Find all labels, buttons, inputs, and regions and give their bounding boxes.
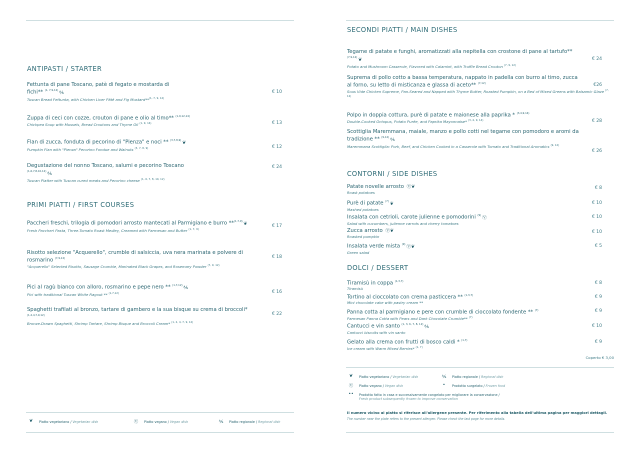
vegetarian-icon: ❦ [29,419,33,424]
menu-item: Tegame di patate e funghi, aromatizzati alla nepitella con crostone di pane al tartufo** $^{(7,9,12)}$❦ Potato and Mushroom Casserole, Flavored with Calamint, with Truffle Bread Crouton $^{(7, 9, 12)}$ € 24 [347,49,602,70]
vegan-vegetarian-icon: Ⓥ❦ [385,229,394,234]
section-title-secondi: SECONDI PIATTI / MAIN DISHES [347,26,458,34]
regional-icon: ⅍ [390,138,395,144]
item-name: Tiramisù in coppa [347,280,394,287]
menu-item: Panna cotta al parmigiano e pere con crumble di cioccolato fondente ** $^{(7)}$ Parmesan Panna Cotta with Pears and Dark Chocolate Crumble** $^{(7)}$ € 9 [347,309,602,322]
menu-item: Tiramisù in coppa $^{(1,3,7)}$ Tiramisù € 8 [347,280,602,292]
item-translation: Tuscan Bread Fettunta, with Chicken Liver Pâté and Fig Mustard** [27,98,149,103]
item-name: Suprema di pollo cotto a bassa temperatura, nappato in padella con burro al timo, zucca al forno, su letto di misticanza e glassa di aceto** [347,75,578,90]
bottom-divider [346,432,614,433]
item-price: € 8 [594,281,602,286]
regional-icon: ⅍ [424,324,429,330]
item-name: Cantucci e vin santo [347,323,400,330]
legend-frozen: • Prodotto surgelato / Frozen food [440,383,505,388]
vegetarian-icon: ❦ [389,201,394,207]
item-name: Fettunta di pane Toscano, patè di fegato e mostarda di fichi** [27,82,170,97]
item-price: € 10 [591,201,602,206]
allergen-note: Il numero vicino al piatto si riferisce all'allergene presente. Per riferimento alla tabella dell'ultima pagina per maggiori dettagli. [347,411,608,415]
item-translation: Pici with traditional Tuscan White Ragout ** [27,293,108,298]
item-name: Tortino al cioccolato con crema pasticcera ** [347,294,463,301]
item-name: Panna cotta al parmigiano e pere con crumble di cioccolato fondente ** [347,309,534,316]
menu-item: Polpo in doppia cottura, purè di patate e maionese alla paprika * $^{(3,4,9,14)}$ Double-Cooked Octopus, Potato Purée, and Paprika Mayonnaise* $^{(3, 4, 9, 14)}$ € 28 [347,112,602,125]
legend-bottom-divider [26,432,294,433]
regional-icon: ⅍ [59,91,64,97]
section-title-primi: PRIMI PIATTI / FIRST COURSES [27,201,135,209]
right-menu-page [320,0,640,452]
item-name: Zucca arrosto [347,228,383,234]
menu-item [347,184,615,196]
item-translation: Bronze-Drawn Spaghetti, Shrimp Tartare, Shrimp Bisque and Broccoli Cream* [27,322,171,327]
menu-item: Purè di patate $^{(7)}$❦ Mashed potatoes € 10 [347,200,602,213]
vegan-icon: Ⓥ [133,420,139,425]
menu-item: Degustazione del nonno Toscano, salumi e pecorino Toscano $^{(1,6,7,8,10,12)}$⅍ Tuscan Platter with Tuscan cured meats and Pecorino cheese $^{(1, 6, 7, 8, 10, 12)}$ € 24 [27,163,282,184]
legend-regional: ⅍ Piatto regionale / Regional dish [441,375,504,380]
homemade-frozen-icon: •• [348,392,354,397]
regional-icon: ⅍ [441,375,447,380]
item-translation: Cantucci biscuits with vin santo [347,331,406,336]
item-name: Degustazione del nonno Toscano, salumi e pecorino Toscano [27,163,184,169]
item-price: € 12 [271,145,282,150]
item-price: € 18 [271,255,282,260]
menu-item: Zuppa di ceci con cozze, crouton di pane e olio al timo** $^{(1,9,12,14)}$ Chickpea Soup with Mussels, Bread Croutons and Thyme Oil $^{(1, 9, 14)}$ € 13 [27,115,282,128]
item-name: Risotto selezione "Acquerello", crumble di salsiccia, uva nera marinata e polvere di rosmarino [27,250,243,265]
item-translation: Tuscan Platter with Tuscan cured meats and Pecorino cheese [27,179,140,184]
item-translation: Roast potatoes [347,191,375,196]
menu-item: Cantucci e vin santo $^{(1, 3, 6, 7, 8, 12)}$⅍ Cantucci biscuits with vin santo € 10 [347,323,602,336]
item-translation: Fresh Paccheri Pasta, Three-Tomato Roast Medley, Creamed with Parmesan and Butter [27,229,188,234]
item-translation: Ice cream with Warm Mixed Berries* [347,347,415,352]
frozen-icon: • [442,383,446,388]
item-price: € 22 [271,312,282,317]
legend-vegan: Ⓥ Piatto vegano / Vegan dish [348,384,404,389]
item-price: € 10 [591,324,602,329]
item-translation: Green salad [347,251,370,256]
menu-item: Insalata con cetrioli, carote julienne e pomodorini $^{(9)}$Ⓥ Salad with cucumbers, julienne carrots and cherry tomatoes € 10 [347,214,602,227]
legend-vegan: Ⓥ Piatto vegano / Vegan dish [133,420,189,425]
regional-icon: ⅍ [47,172,52,178]
menu-item: Suprema di pollo cotto a bassa temperatura, nappato in padella con burro al timo, zucca al forno, su letto di misticanza e glassa di aceto** $^{(7,12)}$ Sous Vide Chicken Supreme, Pan-Seared and Napped with Thyme Butter, Roasted Pumpkin, on a Bed of Mixed Greens with Balsamic Glaze $^{(7, 12)}$ €26 [347,75,609,99]
item-price: € 8 [594,186,602,191]
item-translation: Salad with cucumbers, julienne carrots and cherry tomatoes [347,222,459,227]
item-price: € 9 [594,340,602,345]
item-name: Polpo in doppia cottura, purè di patate e maionese alla paprika * [347,112,516,119]
menu-item: Pici al ragù bianco con alloro, rosmarino e pepe nero ** $^{(1,7,12)}$⅍ Pici with traditional Tuscan White Ragout ** $^{(1,7,12)}$ € 16 [27,284,282,298]
cover-charge: Coperto € 3,00 [585,355,614,360]
vegetarian-icon: ❦ [349,374,353,379]
legend-top-divider [26,412,294,413]
item-price: €26 [593,83,602,88]
item-translation: Tiramisù [347,287,363,292]
item-name: Spaghetti trafilati al bronzo, tartare di gambero e la sua bisque su crema di broccoli* [27,307,248,313]
item-name: Patate novelle arrosto [347,184,404,190]
vegetarian-icon: ❦ [243,221,248,227]
allergen-note-translation: The number near the plate refers to the present allergen. Please check the last page for more details. [347,417,506,421]
menu-item: Insalata verde mista $^{(9)}$Ⓥ❦ Green salad € 5 [347,243,602,256]
regional-icon: ⅍ [218,420,224,425]
item-translation: Double-Cooked Octopus, Potato Purée, and Paprika Mayonnaise* [347,120,467,125]
item-name: Pici al ragù bianco con alloro, rosmarino e pepe nero ** [27,284,171,291]
item-translation: Maremmana Scottiglia: Pork, Beef, and Chicken Cooked in a Casserole with Tomato and Traditional Aromatics [347,145,550,150]
menu-item: Risotto selezione "Acquerello", crumble di salsiccia, uva nera marinata e polvere di rosmarino $^{(7,9,12)}$ "Acquerello" Selected Risotto, Sausage Crumble, Marinated Black Grapes, and Rosemary Powder $^{(7, 9, 12)}$ € 18 [27,250,282,270]
item-name: Zuppa di ceci con cozze, crouton di pane e olio al timo** [27,115,174,122]
item-name: Insalata con cetrioli, carote julienne e pomodorini [347,214,476,221]
item-price: € 28 [591,119,602,124]
item-price: € 24 [591,57,602,62]
legend-vegetarian: ❦ Piatto vegetariano / Vegetarian dish [27,419,98,424]
item-translation: Pumpkin Flan with "Pienza" Pecorino Fondue and Walnuts [27,148,134,153]
vegetarian-icon: ❦ [182,140,187,146]
item-price: € 10 [591,230,602,235]
item-name: Scottiglia Maremmana, maiale, manzo e pollo cotti nel tegame con pomodoro e aromi da tradizione ** [347,129,579,144]
regional-icon: ⅍ [183,285,188,291]
item-price: € 24 [271,165,282,170]
item-translation: Mashed potatoes [347,208,379,213]
item-translation: Sous Vide Chicken Supreme, Pan-Seared and Napped with Thyme Butter, Roasted Pumpkin, on a Bed of Mixed Greens with Balsamic Glaze [347,90,604,95]
item-price: € 9 [594,295,602,300]
vegetarian-icon: ❦ [358,58,363,64]
item-translation: Parmesan Panna Cotta with Pears and Dark Chocolate Crumble** [347,317,468,322]
top-divider [26,20,294,21]
item-name: Tegame di patate e funghi, aromatizzati alla nepitella con crostone di pane al tartufo** [347,49,573,55]
section-title-antipasti: ANTIPASTI / STARTER [27,65,102,73]
top-divider [346,20,614,21]
item-price: € 16 [271,290,282,295]
item-price: € 10 [271,90,282,95]
item-price: € 13 [271,121,282,126]
vegan-vegetarian-icon: Ⓥ❦ [406,185,416,190]
item-translation: Mini chocolate cake with pastry cream ** [347,301,424,306]
allergens: (1, 7,9,12) [44,89,59,93]
item-name: Paccheri freschi, trilogia di pomodori arrosto mantecati al Parmigiano e burro ** [27,220,234,227]
item-name: Insalata verde mista [347,243,401,250]
section-title-contorni: CONTORNI / SIDE DISHES [347,170,438,178]
legend-homemade-frozen: •• Prodotto fatto in casa e successivamente congelato per migliorare la conservazione / [348,392,500,397]
menu-item: Tortino al cioccolato con crema pasticcera ** $^{(1,3,7)}$ Mini chocolate cake with pastry cream ** € 9 [347,294,602,306]
item-price: € 26 [591,149,602,154]
menu-item: Paccheri freschi, trilogia di pomodori arrosto mantecati al Parmigiano e burro **$^{(1,7,9)}$❦ Fresh Paccheri Pasta, Three-Tomato Roast Medley, Creamed with Parmesan and Butter $^{(1, 7, 9)}$ € 17 [27,220,282,234]
vegan-vegetarian-icon: Ⓥ❦ [406,244,415,250]
legend-regional: ⅍ Piatto regionale / Regional dish [218,420,281,425]
item-name: Purè di patate [347,200,384,207]
menu-item: Fettunta di pane Toscano, patè di fegato e mostarda di fichi** $^{(1, 7,9,12)}$⅍ Tuscan Bread Fettunta, with Chicken Liver Pâté and Fig Mustard**$^{(1, 7, 9, 12)}$ € 10 [27,82,282,103]
vegan-icon: Ⓥ [482,215,487,221]
legend-vegetarian: ❦ Piatto vegetariano / Vegetarian dish [347,374,418,379]
menu-item: Flan di zucca, fonduta di pecorino di "Pienza" e noci ** $^{(3,7,8,9)}$❦ Pumpkin Flan with "Pienza" Pecorino Fondue and Walnuts $^{(3, 7, 8, 9)}$ € 12 [27,139,282,153]
item-price: € 5 [594,244,602,249]
item-price: € 10 [591,215,602,220]
vegan-icon: Ⓥ [348,384,354,389]
legend-top-divider [346,367,614,368]
item-translation: Potato and Mushroom Casserole, Flavored with Calamint, with Truffle Bread Crouton [347,65,503,70]
menu-item: Gelato alla crema con frutti di bosco caldi * $^{(1,7)}$ Ice cream with Warm Mixed Berries* $^{(1, 7)}$ € 9 [347,339,602,352]
menu-item: Scottiglia Maremmana, maiale, manzo e pollo cotti nel tegame con pomodoro e aromi da tradizione ** $^{(9,12)}$⅍ Maremmana Scottiglia: Pork, Beef, and Chicken Cooked in a Casserole with Tomato and Traditional Aromatics $^{(9, 12)}$ € 26 [347,129,602,154]
section-title-dolci: DOLCI / DESSERT [347,264,409,272]
menu-item [347,228,615,240]
item-price: € 9 [594,309,602,314]
item-translation: Roasted pumpkin [347,235,380,240]
item-price: € 17 [271,224,282,229]
menu-item: Spaghetti trafilati al bronzo, tartare di gambero e la sua bisque su crema di broccoli* $^{(1,2,4,7,9,12)}$ Bronze-Drawn Spaghetti, Shrimp Tartare, Shrimp Bisque and Broccoli Cream* $^{(1, 2, 4, 7, 9, 12)}$ € 22 [27,307,282,327]
legend-homemade-frozen-en: Fresh product subsequently frozen to improve conservation [359,397,458,401]
item-translation: Chickpea Soup with Mussels, Bread Croutons and Thyme Oil [27,123,139,128]
item-translation: "Acquerello" Selected Risotto, Sausage Crumble, Marinated Black Grapes, and Rosemary Powder [27,265,207,270]
item-name: Flan di zucca, fonduta di pecorino di "Pienza" e noci ** [27,139,169,146]
item-name: Gelato alla crema con frutti di bosco caldi * [347,339,460,346]
